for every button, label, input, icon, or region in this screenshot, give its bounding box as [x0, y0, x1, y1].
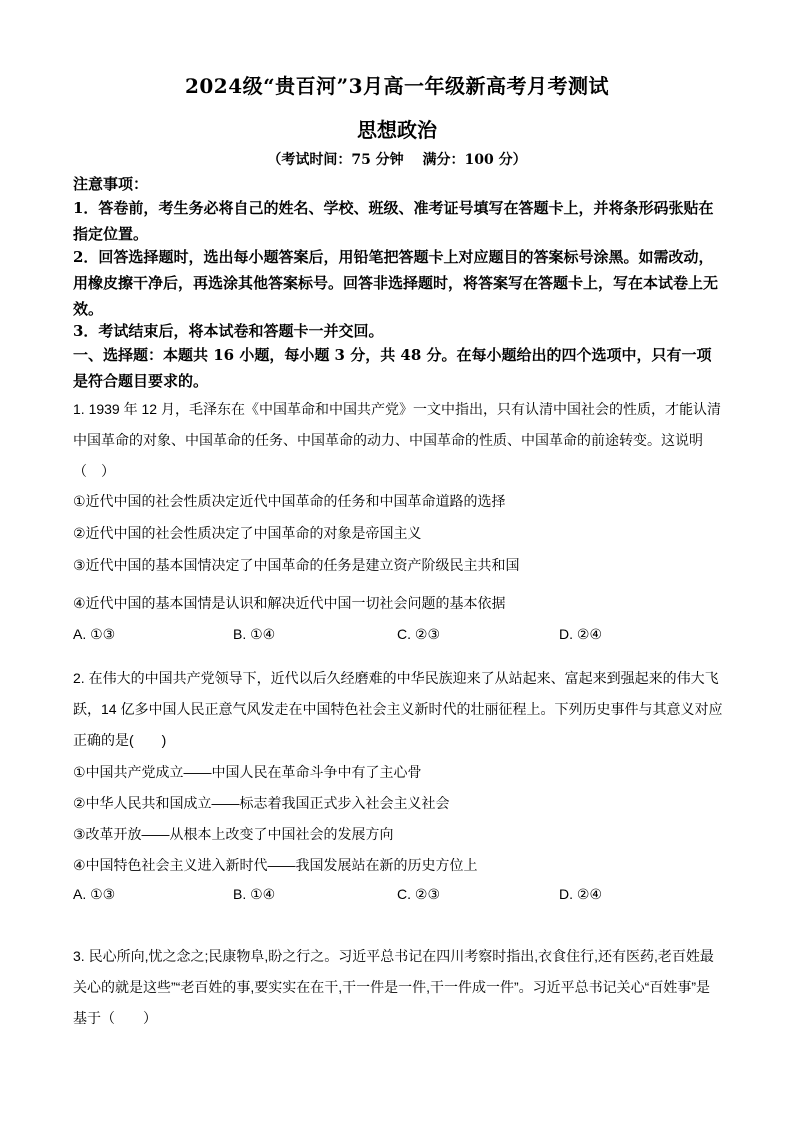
- question-2-choices: [73, 886, 723, 906]
- question-2-choice-c: C. ②③: [397, 886, 440, 902]
- notice-item-3: 3．考试结束后，将本试卷和答题卡一并交回。: [73, 322, 384, 340]
- subject-title: 思想政治: [357, 118, 437, 142]
- question-2-choice-b: B. ①④: [233, 886, 276, 902]
- question-1-choice-a: A. ①③: [73, 626, 116, 642]
- exam-title: 2024级“贵百河”3月高一年级新高考月考测试: [184, 74, 610, 98]
- question-1-choice-b: B. ①④: [233, 626, 276, 642]
- question-2-choice-a: A. ①③: [73, 886, 116, 902]
- question-2-stem: 2. 在伟大的中国共产党领导下，近代以后久经磨难的中华民族迎来了从站起来、富起来到强起来的伟大飞跃，14 亿多中国人民正意气风发走在中国特色社会主义新时代的壮丽征程上。下列历史事件与其意义对应正确的是( ): [73, 670, 723, 748]
- question-1-choice-d: D. ②④: [559, 626, 602, 642]
- question-1-statement-1: ①近代中国的社会性质决定近代中国革命的任务和中国革命道路的选择: [73, 493, 506, 509]
- exam-info: （考试时间：75 分钟 满分：100 分）: [267, 152, 527, 168]
- question-1-choices: [73, 626, 723, 646]
- question-2-statement-2: ②中华人民共和国成立——标志着我国正式步入社会主义社会: [73, 795, 450, 811]
- section-heading: 一、选择题：本题共 16 小题，每小题 3 分，共 48 分。在每小题给出的四个选项中，只有一项是符合题目要求的。: [73, 346, 712, 390]
- question-1-choice-c: C. ②③: [397, 626, 440, 642]
- question-2-statement-3: ③改革开放——从根本上改变了中国社会的发展方向: [73, 826, 394, 842]
- question-3-stem: 3. 民心所向,忧之念之;民康物阜,盼之行之。习近平总书记在四川考察时指出,衣食住行,还有医药,老百姓最关心的就是这些”“老百姓的事,要实实在在干,干一件是一件,干一件成一件”。习近平总书记关心“百姓事”是基于（ ）: [73, 948, 714, 1026]
- question-1-statement-2: ②近代中国的社会性质决定了中国革命的对象是帝国主义: [73, 525, 422, 541]
- question-2-statement-1: ①中国共产党成立——中国人民在革命斗争中有了主心骨: [73, 764, 422, 780]
- question-2-statement-4: ④中国特色社会主义进入新时代——我国发展站在新的历史方位上: [73, 857, 478, 873]
- question-1-statement-4: ④近代中国的基本国情是认识和解决近代中国一切社会问题的基本依据: [73, 595, 506, 611]
- question-2-choice-d: D. ②④: [559, 886, 602, 902]
- question-1-stem: 1. 1939 年 12 月，毛泽东在《中国革命和中国共产党》一文中指出，只有认清中国社会的性质，才能认清中国革命的对象、中国革命的任务、中国革命的动力、中国革命的性质、中国革命的前途转变。这说明（ ）: [73, 401, 721, 479]
- notice-heading: 注意事项：: [73, 175, 149, 193]
- question-1-statement-3: ③近代中国的基本国情决定了中国革命的任务是建立资产阶级民主共和国: [73, 557, 520, 573]
- notice-item-1: 1．答卷前，考生务必将自己的姓名、学校、班级、准考证号填写在答题卡上，并将条形码张贴在指定位置。: [73, 199, 714, 243]
- notice-item-2: 2．回答选择题时，选出每小题答案后，用铅笔把答题卡上对应题目的答案标号涂黑。如需改动，用橡皮擦干净后，再选涂其他答案标号。回答非选择题时，将答案写在答题卡上，写在本试卷上无效。: [73, 248, 719, 318]
